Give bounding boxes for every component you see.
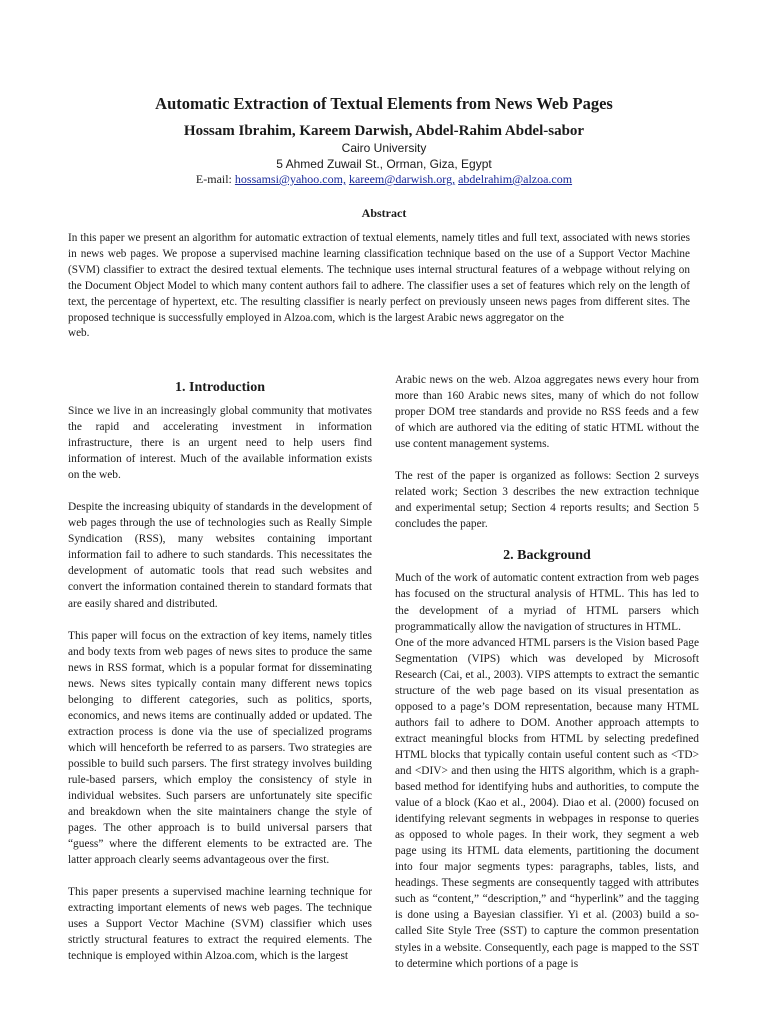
email-link-kareem[interactable]: kareem@darwish.org, xyxy=(348,172,456,186)
section-heading-introduction: 1. Introduction xyxy=(175,380,265,395)
email-prefix: E-mail: xyxy=(195,172,235,186)
section-heading-background: 2. Background xyxy=(503,548,591,564)
left-column xyxy=(68,380,372,965)
paragraph: The rest of the paper is organized as follows: Section 2 surveys related work; Section 3 describes the new extraction technique and experimental setup; Section 4 reports results; and Section 5 concludes the paper. xyxy=(395,470,699,531)
abstract-trailing: web. xyxy=(68,327,90,340)
email-line xyxy=(0,172,768,187)
paragraph: Despite the increasing ubiquity of standards in the development of web pages through the use of technologies such as Really Simple Syndication (RSS), many websites containing important information fail to adhere to such standards. This necessitates the development of automatic tools that read such websites and convert the information contained therein to standard formats that are easily shared and distributed. xyxy=(68,501,372,610)
email-link-hossam[interactable]: hossamsi@yahoo.com, xyxy=(234,172,346,186)
abstract-body xyxy=(68,231,690,342)
paragraph: Since we live in an increasingly global community that motivates the rapid and accelerating investment in information infrastructure, there is an urgent need to help users find information of interest. Much of the available information exists on the web. xyxy=(68,405,372,482)
affiliation: Cairo University xyxy=(341,141,427,155)
email-link-abdelrahim[interactable]: abdelrahim@alzoa.com xyxy=(458,172,573,186)
paragraph: This paper presents a supervised machine learning technique for extracting important elements of news web pages. The technique uses a Support Vector Machine (SVM) classifier which uses strictly structural features to extract the required elements. The technique is employed within Alzoa.com, which is the largest xyxy=(68,886,372,963)
right-column xyxy=(395,372,699,972)
paper-title: Automatic Extraction of Textual Elements from News Web Pages xyxy=(155,94,613,113)
abstract-text: In this paper we present an algorithm for automatic extraction of textual elements, namely titles and full text, associated with news stories in news web pages. We propose a supervised machine learning classification technique based on the use of a Support Vector Machine (SVM) classifier to extract the desired textual elements. The technique uses internal structural features of a webpage without relying on the Document Object Model to which many content authors fail to adhere. The classifier uses a set of features which rely on the length of text, the percentage of hypertext, etc. The resulting classifier is nearly perfect on previously unseen news pages from different sites. The proposed technique is successfully employed in Alzoa.com, which is the largest Arabic news aggregator on the xyxy=(68,232,690,324)
paragraph: Much of the work of automatic content extraction from web pages has focused on the structural analysis of HTML. This has led to the development of a myriad of HTML parsers which programmatically allow the navigation of structures in HTML. xyxy=(395,572,699,633)
paragraph: Arabic news on the web. Alzoa aggregates news every hour from more than 160 Arabic news sites, many of which do not follow proper DOM tree standards and provide no RSS feeds and a few of which are authored via the editing of static HTML without the use content management systems. xyxy=(395,374,699,451)
paragraph: One of the more advanced HTML parsers is the Vision based Page Segmentation (VIPS) which was developed by Microsoft Research (Cai, et al., 2003). VIPS attempts to extract the semantic structure of the web page based on its visual presentation as opposed to a page’s DOM representation, because many HTML authors fail to adhere to DOM. Another approach attempts to extract meaningful blocks from HTML by selecting predefined HTML blocks that typically contain useful content such as <TD> and <DIV> and then using the HITS algorithm, which is a graph-based method for identifying hubs and authorities, to compute the value of a block (Kao et al., 2004). Diao et al. (2000) focused on identifying relevant segments in webpages in response to queries as opposed to whole pages. In their work, they segment a web page using its HTML data elements, partitioning the document into four major segments types: paragraphs, tables, lists, and headings. These segments are consequently tagged with attributes such as “content,” “description,” and “hyperlink” and the tagging is done using a Bayesian classifier. Yi et al. (2003) build a so-called Site Style Tree (SST) to capture the common presentation styles in a website. Consequently, each page is mapped to the SST to determine which portions of a page is xyxy=(395,636,699,970)
paper-authors: Hossam Ibrahim, Kareem Darwish, Abdel-Rahim Abdel-sabor xyxy=(183,123,585,139)
address: 5 Ahmed Zuwail St., Orman, Giza, Egypt xyxy=(276,157,492,171)
paragraph: This paper will focus on the extraction of key items, namely titles and body texts from web pages of news sites to produce the same news in RSS format, which is a popular format for disseminating news. News sites typically contain many different news topics belonging to different categories, such as politics, sports, economics, and news items are continually added or updated. The extraction process is done via the use of specialized programs which will henceforth be referred to as parsers. Two strategies are possible to build such parsers. The first strategy involves building rule-based parsers, which employ the consistency of style in individual websites. Such parsers are unfortunately site specific and breakdown when the site maintainers change the style of pages. The other approach is to build universal parsers that “guess” where the different elements to be extracted are. The latter approach clearly seems advantageous over the first. xyxy=(68,629,372,867)
abstract-heading: Abstract xyxy=(361,206,407,220)
